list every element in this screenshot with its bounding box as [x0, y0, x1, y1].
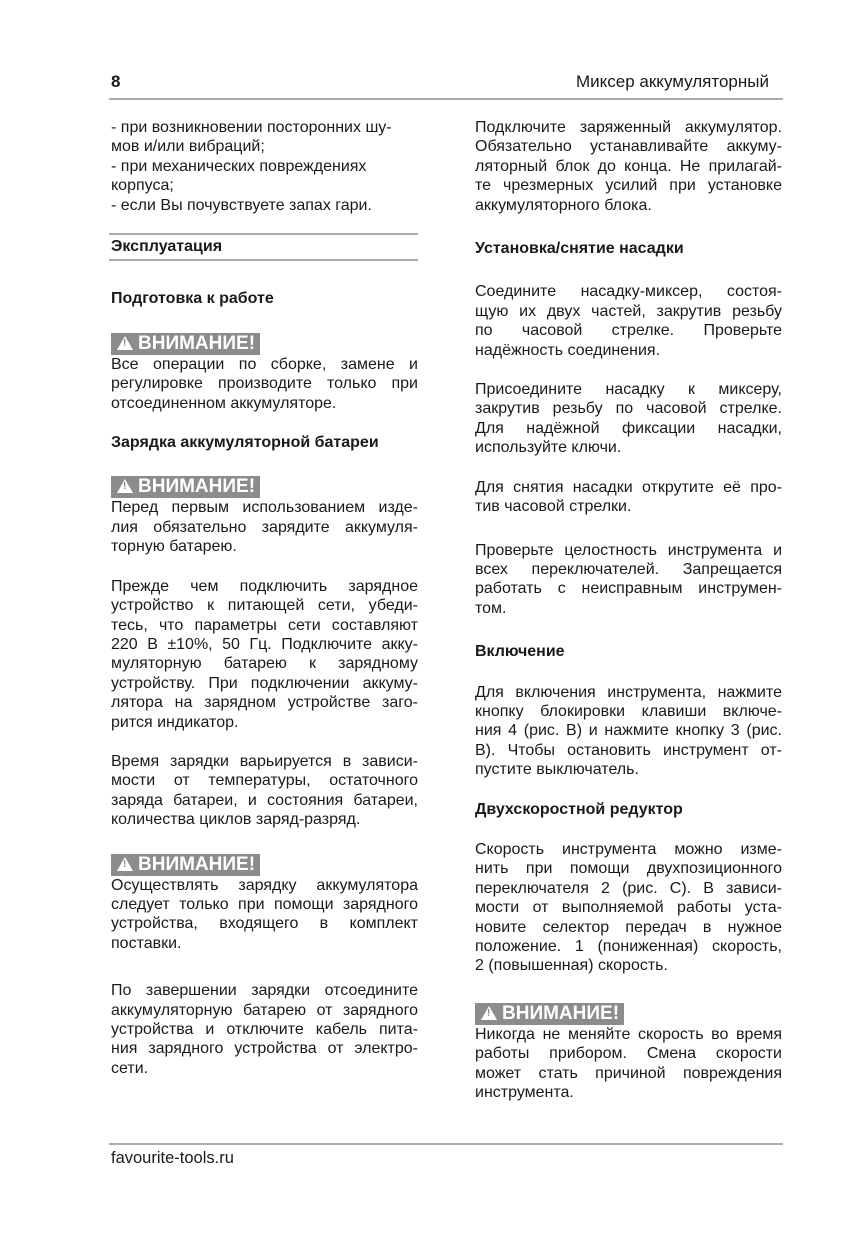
text-line: аккумуляторного блока.	[475, 196, 652, 214]
text-line: Соедините насадку-миксер, состоя-	[475, 283, 782, 301]
text-line: ния 4 (рис. B) и нажмите кнопку 3 (рис.	[475, 722, 782, 740]
text-line: используйте ключи.	[475, 439, 622, 457]
text-line: мости от температуры, остаточного	[111, 772, 418, 790]
text-line: устройства и отключите кабель пита-	[111, 1021, 418, 1038]
prep-heading: Подготовка к работе	[111, 290, 274, 308]
warning-icon	[117, 479, 133, 493]
text-line: работы прибором. Смена скорости	[475, 1045, 782, 1063]
footer-divider	[109, 1143, 783, 1145]
warning-icon	[481, 1006, 497, 1020]
warning-icon	[117, 857, 133, 871]
attach-paragraph-4	[475, 541, 782, 619]
text-line: количества циклов заряд-разряд.	[111, 811, 361, 829]
page-number: 8	[111, 72, 121, 91]
footer-site: favourite-tools.ru	[111, 1149, 234, 1167]
text-line: новите селектор передач в нужное	[475, 918, 782, 936]
bullet-line: мов и/или вибраций;	[111, 138, 265, 156]
text-line: сети.	[111, 1059, 149, 1077]
power-heading: Включение	[475, 643, 565, 661]
gear-warning-badge	[475, 1003, 624, 1025]
bullet-line: - при механических повреждениях	[111, 157, 367, 175]
text-line: 220 В ±10%, 50 Гц. Подключите акку-	[111, 635, 418, 653]
warning-label: ВНИМАНИЕ!	[138, 332, 256, 354]
text-line: тесь, что параметры сети составляют	[111, 616, 418, 634]
right-column	[475, 118, 782, 1102]
text-line: переключателя 2 (рис. C). В зависи-	[475, 879, 782, 897]
charge-paragraph-1	[111, 577, 418, 732]
bullet-line: корпуса;	[111, 177, 174, 195]
left-column	[111, 118, 418, 1098]
text-line: по часовой стрелке. Проверьте	[475, 322, 782, 340]
gear-heading: Двухскоростной редуктор	[475, 800, 683, 818]
text-line: Перед первым использованием изде-	[111, 499, 418, 517]
text-line: По завершении зарядки отсоедините	[111, 982, 418, 1000]
power-paragraph	[475, 683, 782, 780]
text-line: пустите выключатель.	[475, 761, 639, 779]
charge-paragraph-2	[111, 752, 418, 830]
text-line: Все операции по сборке, замене и	[111, 355, 418, 373]
text-line: муляторную батарею к зарядному	[111, 655, 418, 673]
text-line: Для включения инструмента, нажмите	[475, 683, 782, 701]
charge-warning2-badge	[111, 854, 260, 876]
text-line: лия обязательно зарядите аккумуля-	[111, 518, 418, 536]
header-divider	[109, 98, 783, 100]
text-line: Проверьте целостность инструмента и	[475, 541, 782, 559]
text-line: заряда батареи, и состояния батареи,	[111, 791, 418, 809]
prep-warning-badge	[111, 333, 260, 355]
text-line: торную батарею.	[111, 538, 237, 556]
text-line: регулировке производите только при	[111, 375, 418, 393]
prep-warning-text	[111, 355, 418, 413]
text-line: Никогда не меняйте скорость во время	[475, 1025, 782, 1043]
text-line: следует только при помощи зарядного	[111, 895, 418, 913]
charge-warning2-text	[111, 876, 418, 954]
attach-paragraph-1	[475, 282, 782, 360]
text-line: ляторный блок до конца. Не прилагай-	[475, 157, 782, 175]
text-line: Время зарядки варьируется в зависи-	[111, 752, 418, 770]
text-line: Присоедините насадку к миксеру,	[475, 381, 782, 399]
charge-warning-badge	[111, 476, 260, 498]
text-line: тив часовой стрелки.	[475, 498, 632, 516]
text-line: 2 (повышенная) скорость.	[475, 957, 668, 975]
charge-heading: Зарядка аккумуляторной батареи	[111, 434, 379, 452]
attach-paragraph-3	[475, 478, 782, 517]
text-line: Подключите заряженный аккумулятор.	[475, 119, 782, 136]
text-line: отсоединенном аккумуляторе.	[111, 394, 337, 412]
bullet-line: - если Вы почувствуете запах гари.	[111, 196, 372, 214]
text-line: Осуществлять зарядку аккумулятора	[111, 876, 418, 894]
text-line: Скорость инструмента можно изме-	[475, 840, 782, 858]
text-line: Прежде чем подключить зарядное	[111, 577, 418, 595]
bullet-list	[111, 118, 418, 215]
text-line: положение. 1 (пониженная) скорость,	[475, 938, 782, 955]
text-line: кнопку блокировки клавиши включе-	[475, 702, 782, 720]
intro-paragraph	[475, 118, 782, 215]
text-line: закрутив резьбу по часовой стрелке.	[475, 400, 782, 418]
text-line: щую их двух частей, закрутив резьбу	[475, 302, 782, 320]
text-line: устройства, входящего в комплект	[111, 915, 418, 933]
gear-paragraph	[475, 840, 782, 976]
warning-label: ВНИМАНИЕ!	[138, 853, 256, 875]
text-line: всех переключателей. Запрещается	[475, 560, 782, 578]
warning-label: ВНИМАНИЕ!	[502, 1002, 620, 1024]
text-line: Для надёжной фиксации насадки,	[475, 419, 782, 437]
text-line: лятора на зарядном устройстве заго-	[111, 694, 418, 712]
text-line: поставки.	[111, 934, 182, 952]
charge-paragraph-3	[111, 981, 418, 1078]
charge-warning-text	[111, 498, 418, 556]
warning-label: ВНИМАНИЕ!	[138, 476, 256, 498]
text-line: рится индикатор.	[111, 713, 239, 731]
text-line: надёжность соединения.	[475, 341, 661, 359]
attach-paragraph-2	[475, 380, 782, 458]
text-line: том.	[475, 599, 507, 617]
text-line: устройство к питающей сети, убеди-	[111, 597, 418, 615]
text-line: Для снятия насадки открутите её про-	[475, 478, 782, 496]
text-line: устройству. При подключении аккуму-	[111, 674, 418, 692]
text-line: ния зарядного устройства от электро-	[111, 1040, 418, 1058]
text-line: работать с неисправным инструмен-	[475, 580, 782, 598]
text-line: нить при помощи двухпозиционного	[475, 860, 782, 878]
text-line: может стать причиной повреждения	[475, 1064, 782, 1082]
text-line: Обязательно устанавливайте аккуму-	[475, 138, 782, 156]
attach-heading: Установка/снятие насадки	[475, 240, 684, 258]
text-line: инструмента.	[475, 1084, 574, 1102]
gear-warning-text	[475, 1025, 782, 1103]
text-line: аккумуляторную батарею от зарядного	[111, 1001, 418, 1019]
running-title: Миксер аккумуляторный	[576, 72, 769, 91]
text-line: B). Чтобы остановить инструмент от-	[475, 741, 782, 759]
section-title: Эксплуатация	[109, 233, 418, 261]
bullet-line: - при возникновении посторонних шу-	[111, 119, 392, 136]
text-line: те чрезмерных усилий при установке	[475, 177, 782, 195]
text-line: мости от выполняемой работы уста-	[475, 899, 782, 917]
warning-icon	[117, 336, 133, 350]
